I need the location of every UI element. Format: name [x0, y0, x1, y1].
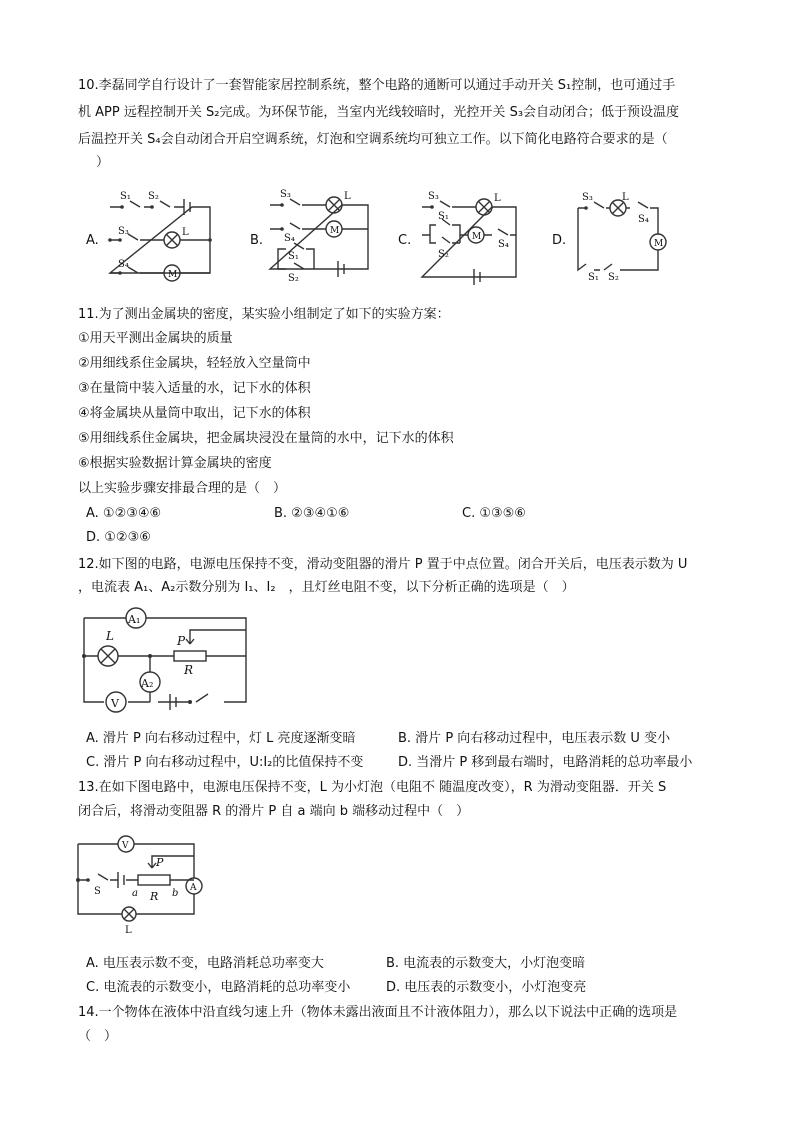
q10c-s1-label: S₁	[438, 211, 449, 222]
q10b-s1-label: S₁	[288, 251, 299, 262]
q10d-s2-label: S₂	[608, 272, 619, 283]
q10b-motor-label: M	[330, 226, 340, 236]
q10a-s2-label: S₂	[148, 191, 159, 202]
q12-lamp-label: L	[106, 629, 114, 643]
q13-a-label: A	[190, 883, 197, 893]
q10b-lamp-label: L	[344, 191, 351, 202]
q10-circuit-b	[264, 185, 376, 284]
q10-option-c-label: C.	[398, 233, 412, 248]
q10-text-line2: 机 APP 远程控制开关 S₂完成。为环保节能，当室内光线较暗时，光控开关 S₃会自动闭合；低于预设温度	[78, 105, 680, 120]
q10-text-line1: 10.李磊同学自行设计了一套智能家居控制系统，整个电路的通断可以通过手动开关 S₁控制，也可通过手	[78, 78, 676, 93]
q11-step-2: ②用细线系住金属块，轻轻放入空量筒中	[78, 356, 311, 371]
q12-rheostat-r-label: R	[184, 663, 194, 677]
q11-option-b: B. ②③④①⑥	[274, 506, 350, 521]
q13-option-d: D. 电压表的示数变小，小灯泡变亮	[386, 980, 587, 995]
q13-rheostat-r-label: R	[150, 890, 159, 903]
q13-end-a-label: a	[132, 888, 138, 899]
q11-option-c: C. ①③⑤⑥	[462, 506, 526, 521]
q10b-s2-label: S₂	[288, 273, 299, 284]
q11-step-4: ④将金属块从量筒中取出，记下水的体积	[78, 406, 311, 421]
q13-rheostat-icon	[138, 875, 170, 885]
q13-option-a: A. 电压表示数不变，电路消耗总功率变大	[86, 956, 324, 971]
q12-text-line1: 12.如下图的电路，电源电压保持不变，滑动变阻器的滑片 P 置于中点位置。闭合开关后，电压表示数为 U	[78, 557, 688, 572]
q11-step-6: ⑥根据实验数据计算金属块的密度	[78, 456, 272, 471]
q10a-s1-label: S₁	[120, 191, 131, 202]
q10c-s4-label: S₄	[498, 239, 509, 250]
q10d-s4-label: S₄	[638, 214, 649, 225]
q10c-lamp-label: L	[494, 193, 501, 204]
q13-v-label: V	[122, 841, 129, 851]
q12-slider-p-label: P	[177, 634, 186, 648]
q11-option-d: D. ①②③⑥	[86, 530, 151, 545]
q13-lamp-label: L	[125, 925, 132, 936]
q13-option-b: B. 电流表的示数变大，小灯泡变暗	[386, 956, 586, 971]
q11-question: 以上实验步骤安排最合理的是（ ）	[78, 481, 287, 496]
q10-option-b-label: B.	[250, 233, 264, 248]
q13-end-b-label: b	[172, 888, 179, 899]
q10a-s4-label: S₄	[118, 259, 129, 270]
q11-step-5: ⑤用细线系住金属块，把金属块浸没在量筒的水中，记下水的体积	[78, 431, 454, 446]
q11-step-3: ③在量筒中装入适量的水，记下水的体积	[78, 381, 311, 396]
q10d-motor-label: M	[654, 239, 664, 249]
q10a-motor-label: M	[168, 270, 178, 280]
q10d-lamp-label: L	[622, 192, 629, 203]
q12-option-c: C. 滑片 P 向右移动过程中，U:I₂的比值保持不变	[86, 755, 364, 770]
q10-circuit-c	[414, 185, 524, 285]
q12-circuit-diagram	[84, 610, 254, 722]
q12-a2-label: A₂	[141, 677, 154, 690]
q10-circuit-a	[100, 185, 220, 280]
q13-text-line1: 13.在如下图电路中，电源电压保持不变，L 为小灯泡（电阻不 随温度改变），R 为滑动变阻器．开关 S	[78, 780, 667, 795]
q10-text-line3: 后温控开关 S₄会自动闭合开启空调系统，灯泡和空调系统均可独立工作。以下简化电路符合要求的是（	[78, 132, 668, 147]
q10d-s3-label: S₃	[582, 192, 593, 203]
q10a-s3-label: S₃	[118, 226, 129, 237]
q11-option-a: A. ①②③④⑥	[86, 506, 162, 521]
q14-text-line2: （ ）	[78, 1029, 118, 1044]
q12-option-d: D. 当滑片 P 移到最右端时，电路消耗的总功率最小	[398, 755, 693, 770]
q14-text-line1: 14.一个物体在液体中沿直线匀速上升（物体未露出液面且不计液体阻力），那么以下说法中正确的选项是	[78, 1005, 678, 1020]
q10a-lamp-label: L	[182, 227, 189, 238]
q12-text-line2: ，电流表 A₁、A₂示数分别为 I₁、I₂ ，且灯丝电阻不变，以下分析正确的选项是（ ）	[78, 580, 575, 595]
q12-rheostat-icon	[174, 651, 206, 661]
q12-a1-label: A₁	[128, 613, 141, 626]
q13-circuit-diagram	[78, 834, 208, 934]
q12-v-label: V	[111, 697, 119, 710]
q13-switch-label: S	[94, 886, 101, 897]
q13-slider-p-label: P	[156, 856, 164, 869]
q11-step-1: ①用天平测出金属块的质量	[78, 331, 233, 346]
q10b-s3-label: S₃	[280, 189, 291, 200]
q11-stem: 11.为了测出金属块的密度，某实验小组制定了如下的实验方案：	[78, 307, 450, 322]
q10-text-line4: ）	[96, 155, 110, 170]
q10b-s4-label: S₄	[284, 233, 295, 244]
q10c-s3-label: S₃	[428, 191, 439, 202]
q10-option-d-label: D.	[552, 233, 567, 248]
q10-circuit-d	[568, 190, 668, 283]
q13-text-line2: 闭合后，将滑动变阻器 R 的滑片 P 自 a 端向 b 端移动过程中（ ）	[78, 804, 470, 819]
q10d-s1-label: S₁	[588, 272, 599, 283]
q13-option-c: C. 电流表的示数变小，电路消耗的总功率变小	[86, 980, 351, 995]
q10c-s2-label: S₂	[438, 249, 449, 260]
q10-option-a-label: A.	[86, 233, 99, 248]
q12-option-b: B. 滑片 P 向右移动过程中，电压表示数 U 变小	[398, 731, 671, 746]
q12-option-a: A. 滑片 P 向右移动过程中，灯 L 亮度逐渐变暗	[86, 731, 356, 746]
q10c-motor-label: M	[472, 232, 482, 242]
